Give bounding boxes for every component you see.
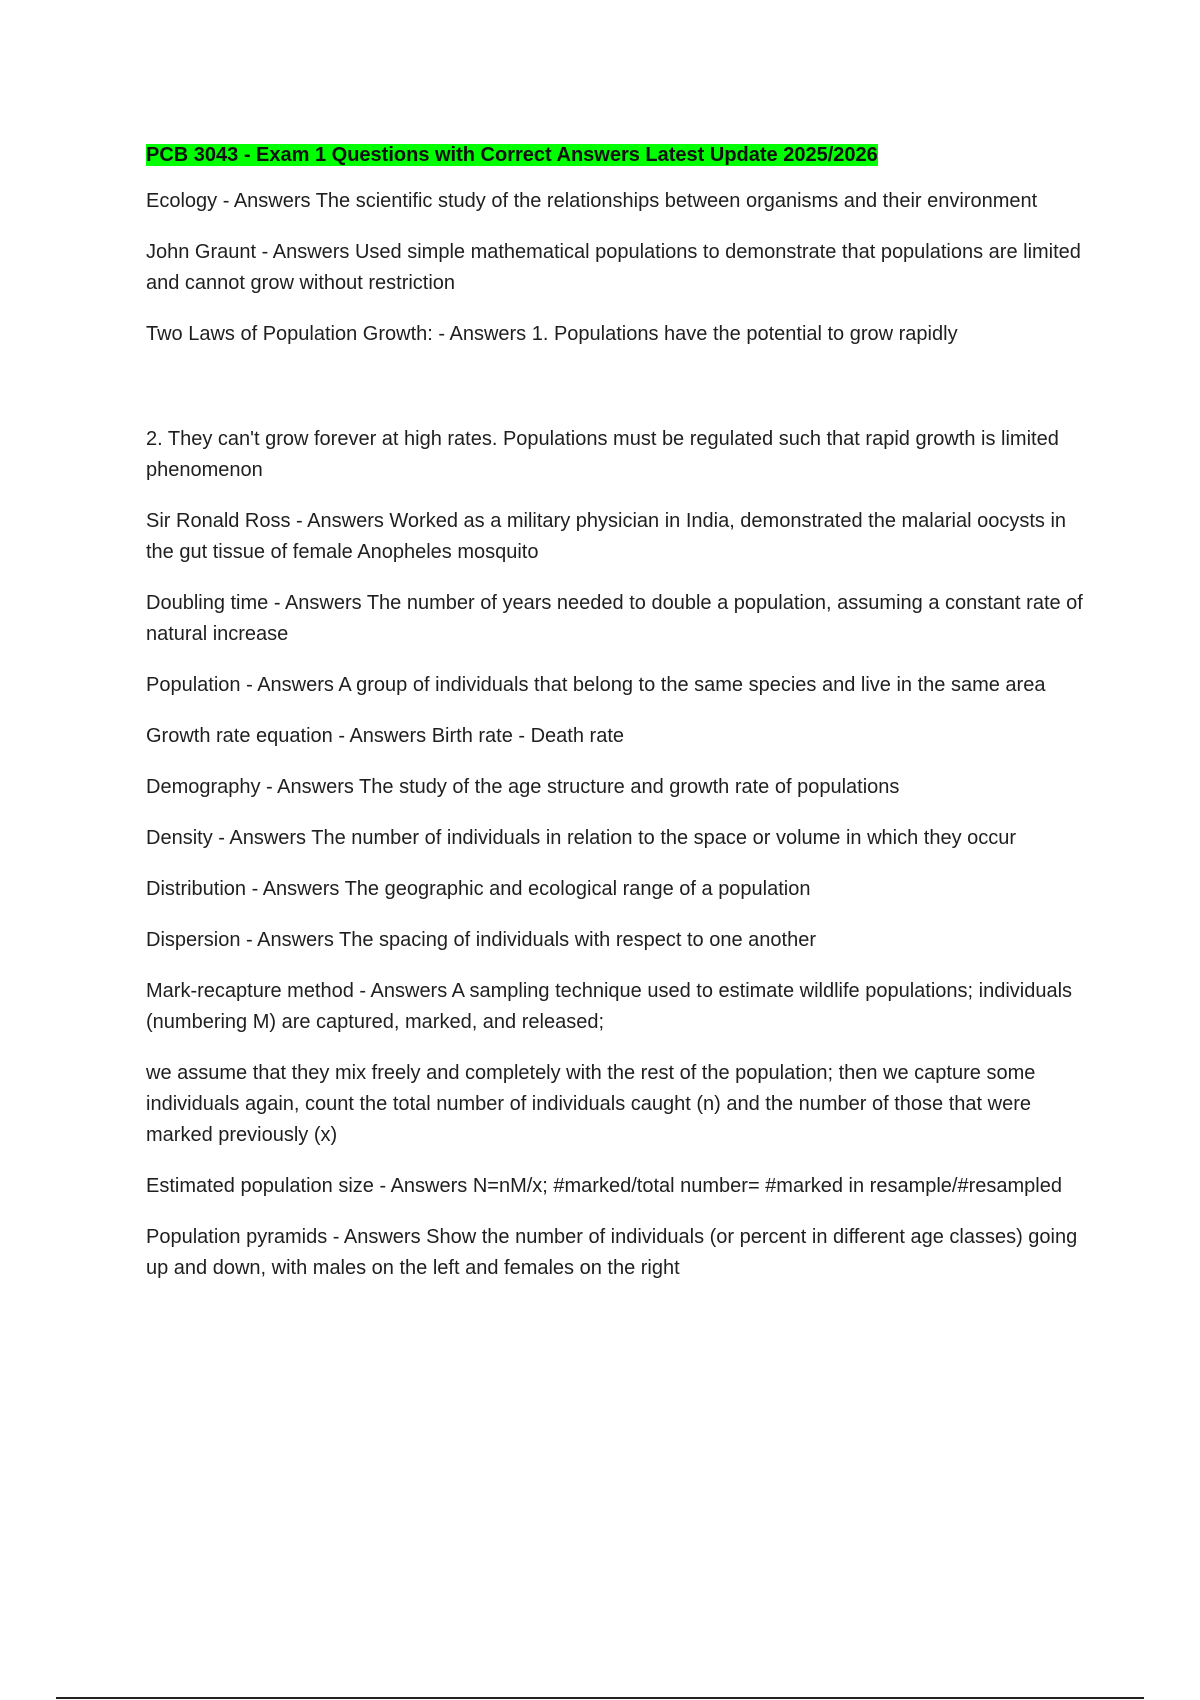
paragraph: we assume that they mix freely and completely with the rest of the population; then we capture some individuals again, count the total number of individuals caught (n) and the number of those that were marked previously (x) [146, 1062, 1036, 1146]
paragraph: Distribution - Answers The geographic and ecological range of a population [146, 878, 811, 900]
paragraph: Population pyramids - Answers Show the number of individuals (or percent in different age classes) going up and down, with males on the left and females on the right [146, 1226, 1078, 1279]
paragraph: Estimated population size - Answers N=nM/x; #marked/total number= #marked in resample/#resampled [146, 1175, 1062, 1197]
paragraph: Growth rate equation - Answers Birth rate - Death rate [146, 725, 624, 747]
document-page [146, 142, 1086, 1304]
paragraph: John Graunt - Answers Used simple mathematical populations to demonstrate that populations are limited and cannot grow without restriction [146, 241, 1081, 294]
blank-space [146, 370, 1086, 424]
paragraph: Mark-recapture method - Answers A sampling technique used to estimate wildlife populations; individuals (numbering M) are captured, marked, and released; [146, 980, 1073, 1033]
document-title: PCB 3043 - Exam 1 Questions with Correct Answers Latest Update 2025/2026 [146, 144, 878, 166]
paragraph: Density - Answers The number of individuals in relation to the space or volume in which they occur [146, 827, 1017, 849]
paragraph: Sir Ronald Ross - Answers Worked as a military physician in India, demonstrated the malarial oocysts in the gut tissue of female Anopheles mosquito [146, 510, 1067, 563]
paragraph: Two Laws of Population Growth: - Answers 1. Populations have the potential to grow rapidly [146, 323, 958, 345]
paragraph: Ecology - Answers The scientific study of the relationships between organisms and their environment [146, 190, 1038, 212]
paragraph: Population - Answers A group of individuals that belong to the same species and live in the same area [146, 674, 1046, 696]
paragraph: Dispersion - Answers The spacing of individuals with respect to one another [146, 929, 816, 951]
paragraph: Doubling time - Answers The number of years needed to double a population, assuming a constant rate of natural increase [146, 592, 1083, 645]
page-footer-divider [56, 1697, 1144, 1699]
paragraph: Demography - Answers The study of the age structure and growth rate of populations [146, 776, 900, 798]
paragraph: 2. They can't grow forever at high rates. Populations must be regulated such that rapid growth is limited phenomenon [146, 428, 1059, 481]
title-block [146, 142, 1086, 168]
